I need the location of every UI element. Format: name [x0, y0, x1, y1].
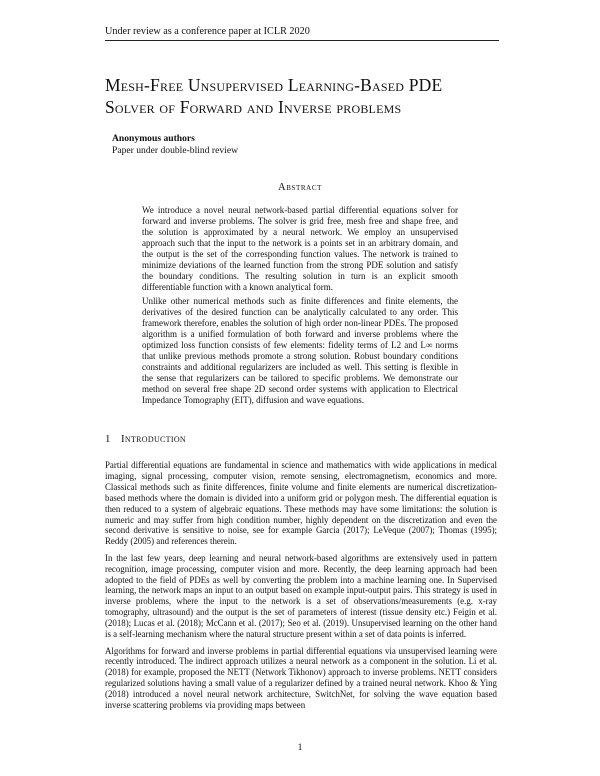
- title-line-2: Solver of Forward and Inverse problems: [105, 97, 402, 117]
- body-text: [105, 460, 497, 716]
- title-line-1: Mesh-Free Unsupervised Learning-Based PDE: [105, 75, 443, 95]
- page-number: 1: [297, 742, 303, 753]
- section-title: Introduction: [121, 433, 186, 445]
- body-paragraph: In the last few years, deep learning and neural network-based algorithms are extensively used in pattern recognition, image processing, computer vision and more. Recently, the deep learning approach had been adopted to the field of PDEs as well by converting the problem into a machine learning one. In Supervised learning, the network maps an input to an output based on example input-output pairs. This strategy is used in inverse problems, where the input to the network is a set of observations/measurements (e.g. x-ray tomography, ultrasound) and the output is the set of parameters of interest (tissue density etc.) Feigin et al. (2018); Lucas et al. (2018); McCann et al. (2017); Seo et al. (2019). Unsupervised learning on the other hand is a self-learning mechanism where the natural structure present within a set of data points is inferred.: [105, 552, 497, 640]
- section-number: 1: [105, 433, 111, 445]
- author-name: Anonymous authors: [112, 133, 195, 144]
- review-note: Paper under double-blind review: [112, 145, 239, 156]
- body-paragraph: Partial differential equations are fundamental in science and mathematics with wide applications in medical imaging, signal processing, computer vision, remote sensing, electromagnetism, economics and more. Classical methods such as finite differences, finite volume and finite elements are numerical discretization-based methods where the domain is divided into a uniform grid or polygon mesh. The differential equation is then reduced to a system of algebraic equations. These methods may have some limitations: the solution is numeric and may suffer from high condition number, highly dependent on the discretization and even the second derivative is sensitive to noise, see for example Garcia (2017); LeVeque (2007); Thomas (1995); Reddy (2005) and references therein.: [105, 460, 497, 547]
- section-heading: [105, 433, 186, 445]
- abstract: [142, 205, 458, 409]
- abstract-heading: Abstract: [278, 182, 322, 193]
- body-paragraph: Algorithms for forward and inverse problems in partial differential equations via unsupervised learning were recently introduced. The indirect approach utilizes a neural network as a component in the solution. Li et al. (2018) for example, proposed the NETT (Network Tikhonov) approach to inverse problems. NETT considers regularized solutions having a small value of a regularizer defined by a trained neural network. Khoo & Ying (2018) introduced a novel neural network architecture, SwitchNet, for solving the wave equation based inverse scattering problems via providing maps between: [105, 645, 497, 711]
- paper-title: [105, 74, 525, 118]
- author-block: [112, 133, 238, 157]
- abstract-paragraph: Unlike other numerical methods such as finite differences and finite elements, the derivatives of the desired function can be analytically calculated to any order. This framework therefore, enables the solution of high order non-linear PDEs. The proposed algorithm is a unified formulation of both forward and inverse problems where the optimized loss function consists of few elements: fidelity terms of L2 and L∞ norms that unlike previous methods promote a strong solution. Robust boundary conditions constraints and additional regularizers are included as well. This setting is flexible in the sense that regularizers can be tailored to specific problems. We demonstrate our method on several free shape 2D second order systems with application to Electrical Impedance Tomography (EIT), diffusion and wave equations.: [142, 296, 458, 405]
- abstract-paragraph: We introduce a novel neural network-based partial differential equations solver for forward and inverse problems. The solver is grid free, mesh free and shape free, and the solution is approximated by a neural network. We employ an unsupervised approach such that the input to the network is a points set in an arbitrary domain, and the output is the set of the corresponding function values. The network is trained to minimize deviations of the learned function from the strong PDE solution and satisfy the boundary conditions. The resulting solution in turn is an explicit smooth differentiable function with a known analytical form.: [142, 205, 458, 292]
- running-head: Under review as a conference paper at ICLR 2020: [105, 26, 499, 41]
